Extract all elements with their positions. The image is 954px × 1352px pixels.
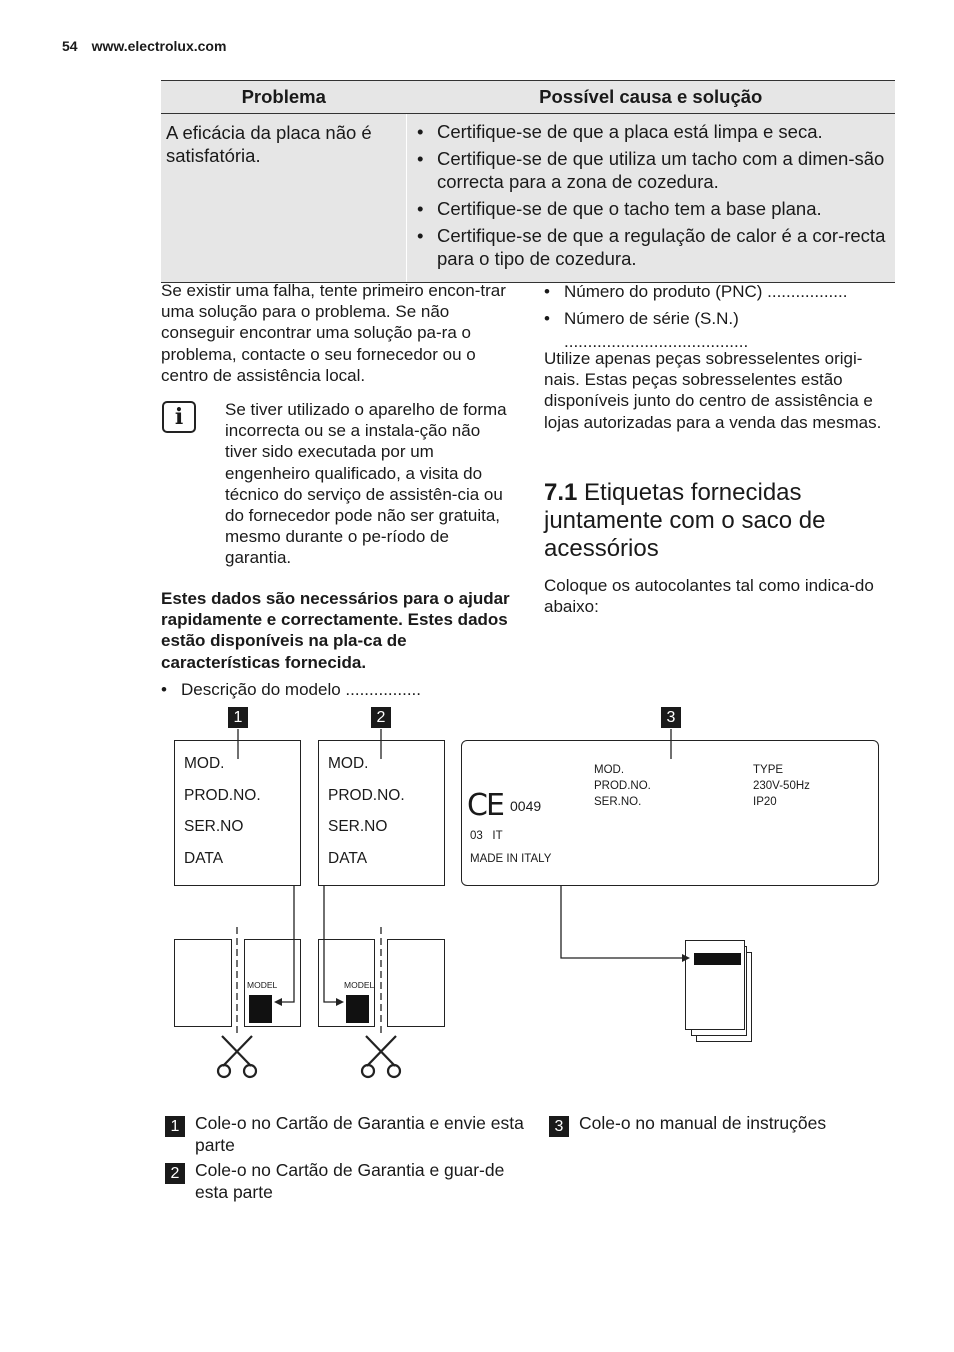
page-header [62,38,226,54]
badge-3: 3 [661,707,681,728]
list-item: • Número do produto (PNC) ................. [544,280,894,303]
model-list [161,678,513,705]
manual-page-back [696,952,752,1042]
badge-2: 2 [371,707,391,728]
scissors-icon [362,1036,400,1077]
legend-badge-3: 3 [549,1116,569,1137]
label-ser-no: SER.NO [184,818,244,835]
plate-prod-no: PROD.NO. [594,780,651,792]
info-icon [162,401,196,433]
label-mod: MOD. [184,755,225,772]
list-item: • Número de série (S.N.) ....................................... [544,307,854,353]
data-required-note: Estes dados são necessários para o ajudar rapidamente e correctamente. Estes dados estão disponíveis na pla-ca de características fornecida. [161,589,510,672]
section-heading [544,479,894,563]
plate-mod: MOD. [594,764,625,776]
rating-plate-label [461,740,879,886]
troubleshooting-table [161,80,895,283]
label-data: DATA [328,850,368,867]
scissors-icon [218,1036,256,1077]
label-ser-no: SER.NO [328,818,388,835]
manual-page-middle [691,946,747,1036]
plate-ip-rating: IP20 [753,796,777,808]
badge-1: 1 [228,707,248,728]
label-data: DATA [184,850,224,867]
label-prod-no: PROD.NO. [328,787,405,804]
plate-voltage: 230V-50Hz [753,780,810,792]
solution-item: • Certifique-se de que a placa está limpa e seca. [417,120,887,143]
warranty-card-1-right [244,939,301,1027]
sticker-label-1 [174,740,301,886]
website-link[interactable]: www.electrolux.com [91,38,227,54]
sticker-slot [346,995,369,1023]
legend-badge-2: 2 [165,1163,185,1184]
section-number: 7.1 [544,479,578,506]
problem-cell: A eficácia da placa não é satisfatória. [161,114,407,283]
card-model-label: MODEL [344,980,375,990]
plate-type: TYPE [753,764,784,776]
ce-mark-icon: CE [467,788,503,823]
legend-text-2: Cole-o no Cartão de Garantia e guar-de esta parte [195,1160,505,1202]
solution-cell [407,114,896,283]
legend-badge-1: 1 [165,1116,185,1137]
card-model-label: MODEL [247,980,278,990]
warranty-card-2-right [387,939,445,1027]
legend-text-3: Cole-o no manual de instruções [579,1113,827,1133]
solution-item: • Certifique-se de que o tacho tem a base plana. [417,197,887,220]
plate-code: 03 IT [470,830,503,842]
plate-origin: MADE IN ITALY [470,853,552,865]
manual-booklet [685,940,745,1030]
sticker-slot [249,995,272,1023]
warranty-card-1-left [174,939,232,1027]
info-icon-glyph: i [174,404,184,430]
column-header-problem: Problema [161,81,407,114]
page-number: 54 [62,38,78,54]
info-note: Se tiver utilizado o aparelho de forma incorrecta ou se a instala-ção não tiver sido executada por um engenheiro qualificado, a visita do técnico do serviço de assistên-cia ou do fornecedor pode não ser gratuita, mesmo durante o pe-ríodo de garantia. [225,400,507,568]
label-mod: MOD. [328,755,369,772]
spare-parts-paragraph: Utilize apenas peças sobresselentes origi-nais. Estas peças sobresselentes estão disponíveis junto do centro de assistência e lojas autorizadas para a venda das mesmas. [544,349,882,432]
table-row [161,114,895,283]
label-prod-no: PROD.NO. [184,787,261,804]
section-title: Etiquetas fornecidas juntamente com o saco de acessórios [544,479,826,562]
plate-ser-no: SER.NO. [594,796,642,808]
solution-item: • Certifique-se de que utiliza um tacho com a dimen-são correcta para a zona de cozedura. [417,147,887,193]
intro-paragraph: Se existir uma falha, tente primeiro encon-trar uma solução para o problema. Se não conseguir encontrar uma solução pa-ra o problema, contacte o seu fornecedor ou o centro de assistência local. [161,281,506,385]
product-data-list [544,280,894,357]
legend-text-1: Cole-o no Cartão de Garantia e envie esta parte [195,1113,524,1155]
column-header-solution: Possível causa e solução [407,81,896,114]
solution-item: • Certifique-se de que a regulação de calor é a cor-recta para o tipo de cozedura. [417,224,887,270]
section-text: Coloque os autocolantes tal como indica-do abaixo: [544,576,874,617]
warranty-card-2-left [318,939,375,1027]
ce-number: 0049 [510,798,542,814]
sticker-label-2 [318,740,445,886]
list-item: • Descrição do modelo ................ [161,678,513,701]
manual-sticker-slot [694,953,741,965]
